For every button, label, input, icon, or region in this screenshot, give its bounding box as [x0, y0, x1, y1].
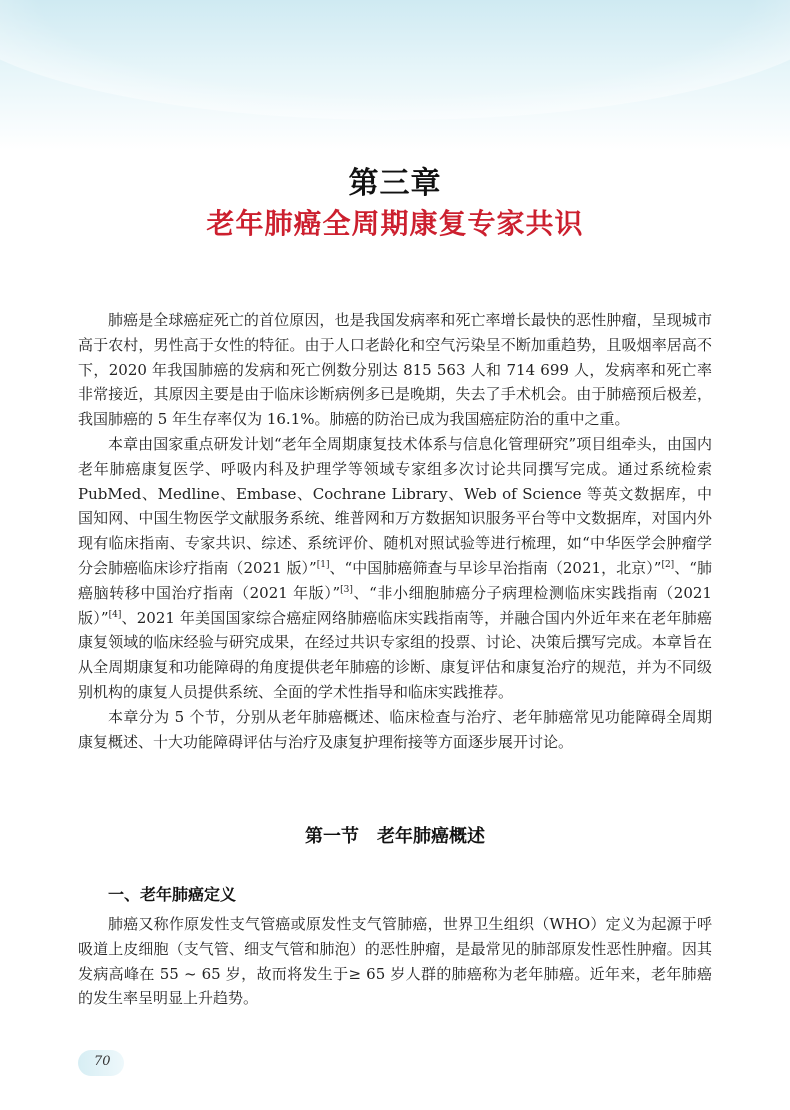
intro-paragraph-3: 本章分为 5 个节，分别从老年肺癌概述、临床检查与治疗、老年肺癌常见功能障碍全周期康复概述、十大功能障碍评估与治疗及康复护理衔接等方面逐步展开讨论。 [78, 707, 712, 751]
paragraph-text: 、“中国肺癌筛查与早诊早治指南（2021，北京）” [329, 558, 662, 577]
citation-ref-3: [3] [340, 584, 353, 595]
citation-ref-2: [2] [661, 559, 675, 570]
citation-ref-4: [4] [108, 609, 122, 620]
paragraph-text: 本章由国家重点研发计划“老年全周期康复技术体系与信息化管理研究”项目组牵头，由国内老年肺癌康复医学、呼吸内科及护理学等领域专家组多次讨论共同撰写完成。通过系统检索 PubMed、Medline、Embase、Cochrane Library、Web of Science 等英文数据库，中国知网、中国生物医学文献服务系统、维普网和万方数据知识服务平台等中文数据库，对国内外现有临床指南、专家共识、综述、系统评价、随机对照试验等进行梳理，如“中华医学会肿瘤学分会肺癌临床诊疗指南（2021 版）” [78, 434, 712, 577]
paragraph-text: 、“肺癌脑转移中国治疗指南（2021 年版）” [78, 558, 712, 602]
definition-paragraph: 肺癌又称作原发性支气管癌或原发性支气管肺癌，世界卫生组织（WHO）定义为起源于呼吸道上皮细胞（支气管、细支气管和肺泡）的恶性肿瘤，是最常见的肺部原发性恶性肿瘤。因其发病高峰在 55 ~ 65 岁，故而将发生于≥ 65 岁人群的肺癌称为老年肺癌。近年来，老年肺癌的发生率呈明显上升趋势。 [78, 915, 712, 1008]
paragraph-text: 、“非小细胞肺癌分子病理检测临床实践指南（2021 版）” [78, 583, 712, 627]
intro-paragraph-1: 肺癌是全球癌症死亡的首位原因，也是我国发病率和死亡率增长最快的恶性肿瘤，呈现城市高于农村，男性高于女性的特征。由于人口老龄化和空气污染呈不断加重趋势，且吸烟率居高不下，2020 年我国肺癌的发病和死亡例数分别达 815 563 人和 714 699 人，发病率和死亡率非常接近，其原因主要是由于临床诊断病例多已是晚期，失去了手术机会。由于肺癌预后极差，我国肺癌的 5 年生存率仅为 16.1%。肺癌的防治已成为我国癌症防治的重中之重。 [78, 311, 712, 429]
subsection-title: 一、老年肺癌定义 [108, 885, 237, 904]
definition-text-block [78, 912, 712, 1011]
intro-paragraph-2 [78, 432, 712, 705]
citation-ref-1: [1] [316, 559, 330, 570]
page-number: 70 [94, 1054, 111, 1069]
section-title: 第一节 老年肺癌概述 [305, 826, 485, 847]
intro-text-block [78, 308, 712, 754]
paragraph-text: 、2021 年美国国家综合癌症网络肺癌临床实践指南等，并融合国内外近年来在老年肺癌康复领域的临床经验与研究成果，在经过共识专家组的投票、讨论、决策后撰写完成。本章旨在从全周期康复和功能障碍的角度提供老年肺癌的诊断、康复评估和康复治疗的规范，并为不同级别机构的康复人员提供系统、全面的学术性指导和临床实践推荐。 [78, 608, 712, 701]
chapter-title: 老年肺癌全周期康复专家共识 [206, 207, 584, 240]
chapter-number: 第三章 [348, 166, 442, 201]
